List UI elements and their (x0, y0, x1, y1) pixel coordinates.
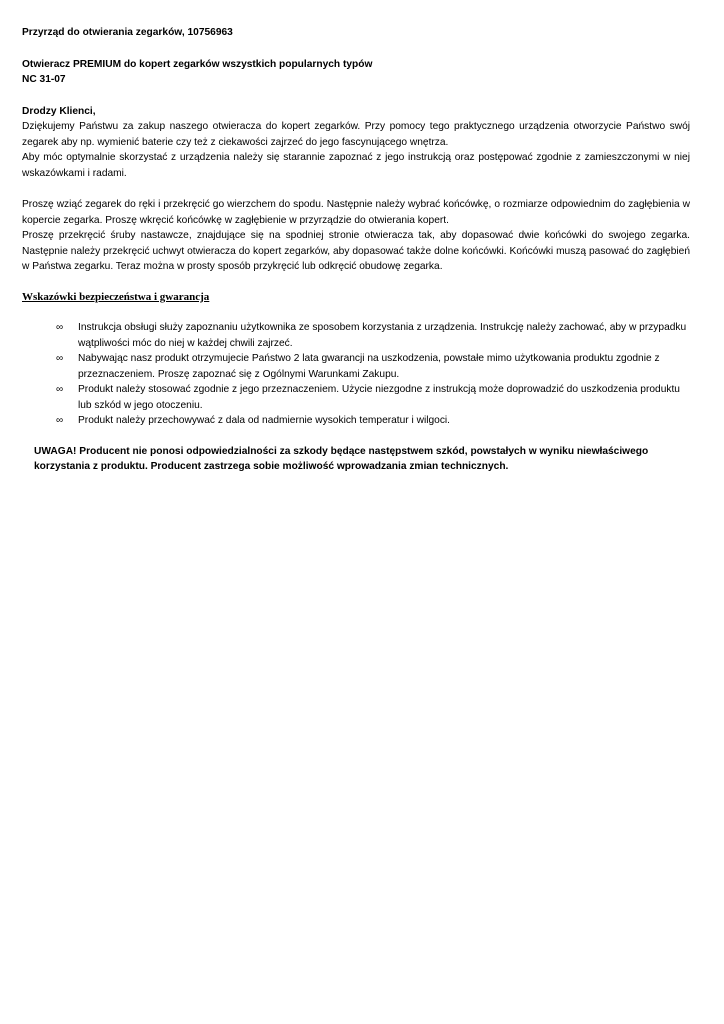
document-page (22, 25, 690, 475)
product-subtitle: Otwieracz PREMIUM do kopert zegarków wszystkich popularnych typów (22, 58, 373, 70)
instructions-paragraph-1: Proszę wziąć zegarek do ręki i przekręcić go wierzchem do spodu. Następnie należy wybrać końcówkę, o rozmiarze odpowiednim do zagłębienia w kopercie zegarka. Proszę wkręcić końcówkę w zagłębienie w przyrządzie do otwierania kopert. (22, 199, 690, 226)
safety-notes-list (22, 320, 690, 429)
infinity-bullet-icon: ∞ (56, 353, 64, 364)
list-item-text: Produkt należy stosować zgodnie z jego przeznaczeniem. Użycie niezgodne z instrukcją może doprowadzić do uszkodzenia produktu lub szkód w jego otoczeniu. (78, 384, 680, 411)
list-item (56, 351, 690, 382)
product-code: NC 31-07 (22, 74, 66, 85)
instructions-paragraph-2: Proszę przekręcić śruby nastawcze, znajdujące się na spodniej stronie otwieracza tak, aby dopasować dwie końcówki do swojego zegarka. Następnie należy przekręcić uchwyt otwieracza do kopert zegarków, aby dopasować także dolne końcówki. Końcówki muszą pasować do zagłębień w Państwa zegarku. Teraz można w prosty sposób przykręcić lub odkręcić obudowę zegarka. (22, 230, 690, 272)
infinity-bullet-icon: ∞ (56, 322, 64, 333)
list-item (56, 320, 690, 351)
infinity-bullet-icon: ∞ (56, 384, 64, 395)
intro-paragraph-2: Aby móc optymalnie skorzystać z urządzenia należy się starannie zapoznać z jego instrukcją oraz postępować zgodnie z zamieszczonymi w niej wskazówkami i radami. (22, 152, 690, 179)
warning-notice: UWAGA! Producent nie ponosi odpowiedzialności za szkody będące następstwem szkód, powstałych w wyniku niewłaściwego korzystania z produktu. Producent zastrzega sobie możliwość wprowadzania zmian technicznych. (34, 445, 649, 472)
list-item-text: Produkt należy przechowywać z dala od nadmiernie wysokich temperatur i wilgoci. (78, 415, 451, 426)
paragraph-gap (22, 181, 690, 197)
infinity-bullet-icon: ∞ (56, 415, 64, 426)
greeting: Drodzy Klienci, (22, 105, 96, 117)
list-item (56, 382, 690, 413)
intro-paragraph-1: Dziękujemy Państwu za zakup naszego otwieracza do kopert zegarków. Przy pomocy tego praktycznego urządzenia otworzycie Państwo swój zegarek aby np. wymienić baterie czy też z ciekawości zajrzeć do jego fascynującego wnętrza. (22, 121, 690, 148)
list-item-text: Nabywając nasz produkt otrzymujecie Państwo 2 lata gwarancji na uszkodzenia, powstałe mimo użytkowania produktu zgodnie z przeznaczeniem. Proszę zapoznać się z Ogólnymi Warunkami Zakupu. (78, 353, 660, 380)
list-item (56, 413, 690, 429)
list-item-text: Instrukcja obsługi służy zapoznaniu użytkownika ze sposobem korzystania z urządzenia. Instrukcję należy zachować, aby w przypadku wątpliwości móc do niej w każdej chwili zajrzeć. (78, 322, 687, 349)
document-title: Przyrząd do otwierania zegarków, 10756963 (22, 27, 233, 38)
safety-heading: Wskazówki bezpieczeństwa i gwarancja (22, 290, 210, 303)
